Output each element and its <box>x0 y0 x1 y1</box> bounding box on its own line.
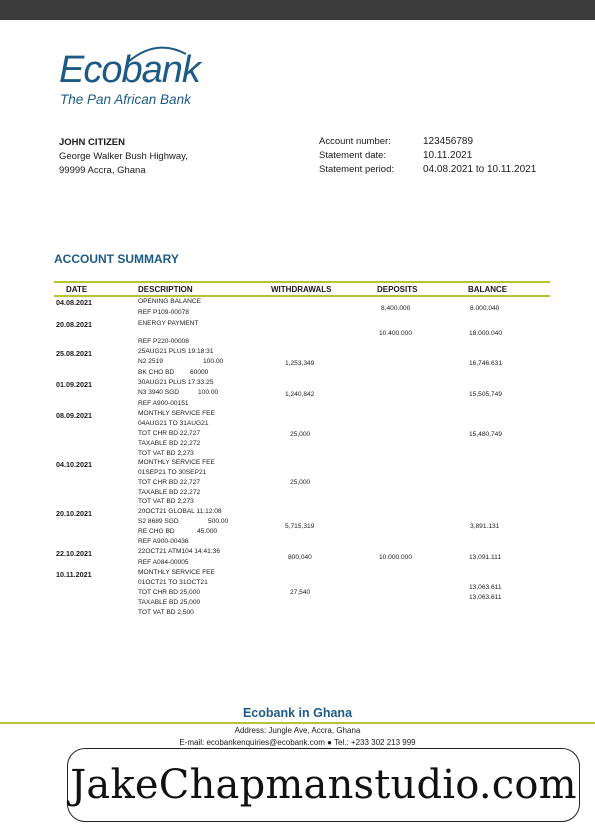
row-balance: 16,746.631 <box>469 360 503 367</box>
ecobank-logo <box>59 50 200 107</box>
row-description-amount: 45.000 <box>197 528 218 535</box>
row-description: N3 3940 SGD <box>138 389 180 396</box>
header-description: DESCRIPTION <box>138 285 193 294</box>
row-withdrawal: 27,540 <box>290 589 311 596</box>
statement-period-label: Statement period: <box>319 164 394 175</box>
row-description: MONTHLY SERVICE FEE <box>138 410 215 417</box>
row-deposit: 8,400.000 <box>381 305 411 312</box>
row-description: REF P109-00078 <box>138 309 189 316</box>
row-description: 01SEP21 TO 30SEP21 <box>138 469 207 476</box>
row-description: 04AUG21 TO 31AUG21 <box>138 420 209 427</box>
row-description: MONTHLY SERVICE FEE <box>138 459 215 466</box>
statement-period-value: 04.08.2021 to 10.11.2021 <box>423 164 537 175</box>
row-description: REF P220-00008 <box>138 338 189 345</box>
row-date: 08.09.2021 <box>56 411 92 420</box>
header-date: DATE <box>66 285 88 294</box>
row-date: 04.10.2021 <box>56 460 92 469</box>
row-withdrawal: 25,000 <box>290 431 311 438</box>
row-description: RE CHG BD <box>138 528 175 535</box>
account-number-row <box>319 135 536 149</box>
row-description: TAXABLE BD 22,272 <box>138 489 201 496</box>
row-description-amount: 100.00 <box>198 389 219 396</box>
row-description: 01OCT21 TO 31OCT21 <box>138 579 208 586</box>
row-date: 04.08.2021 <box>56 298 92 307</box>
row-description: TAXABLE BD 22,272 <box>138 440 201 447</box>
row-date: 22.10.2021 <box>56 549 92 558</box>
row-description: REF A084-00005 <box>138 559 189 566</box>
row-description: MONTHLY SERVICE FEE <box>138 569 215 576</box>
watermark-box <box>67 748 580 822</box>
row-balance: 18.000.040 <box>469 330 503 337</box>
row-description: OPENING BALANCE <box>138 298 202 305</box>
row-description-amount: 100.00 <box>203 358 224 365</box>
row-description: TAXABLE BD 25,000 <box>138 599 201 606</box>
account-number-value: 123456789 <box>423 136 474 147</box>
top-bar <box>0 0 595 20</box>
customer-name: JOHN CITIZEN <box>59 137 125 148</box>
footer-address: Address: Jungle Ave, Accra, Ghana <box>234 726 361 735</box>
row-withdrawal: 1,240,842 <box>285 391 315 398</box>
table-top-rule <box>54 281 550 283</box>
footer-address-block <box>0 725 595 749</box>
logo-wordmark <box>59 50 200 90</box>
customer-address-line2: 99999 Accra, Ghana <box>59 165 146 176</box>
account-summary-title: ACCOUNT SUMMARY <box>54 252 179 266</box>
row-balance: 3,891.131 <box>470 523 500 530</box>
logo-tagline: The Pan African Bank <box>60 92 191 107</box>
footer-title: Ecobank in Ghana <box>242 706 353 720</box>
account-number-label: Account number: <box>319 136 391 147</box>
row-deposit: 10.400.000 <box>379 330 413 337</box>
row-balance: 8.000.040 <box>470 305 500 312</box>
account-info <box>319 135 536 177</box>
row-balance: 13,063.611 <box>469 584 502 591</box>
watermark-text: JakeChapmanstudio.com <box>70 762 577 808</box>
row-date: 25.08.2021 <box>56 349 92 358</box>
row-description: ENERGY PAYMENT <box>138 320 199 327</box>
customer-block <box>59 136 188 178</box>
row-withdrawal: 1,253,349 <box>285 360 315 367</box>
logo-word: Ecobank <box>59 49 200 91</box>
row-description: TOT CHR BD 22,727 <box>138 479 201 486</box>
row-description-amount: 500.00 <box>208 518 229 525</box>
row-description: S2 8689 SGD <box>138 518 179 525</box>
statement-date-value: 10.11.2021 <box>423 150 473 161</box>
customer-address-line1: George Walker Bush Highway, <box>59 151 188 162</box>
row-description: 20OCT21 GLOBAL 11:12:08 <box>138 508 222 515</box>
row-deposit: 10.000.000 <box>379 554 413 561</box>
row-balance: 13,063.611 <box>469 594 502 601</box>
row-description: TOT VAT BD 2,273 <box>138 498 194 505</box>
statement-date-label: Statement date: <box>319 150 387 161</box>
row-description: REF A900-00436 <box>138 538 189 545</box>
row-description: REF A900-00151 <box>138 400 189 407</box>
row-withdrawal: 800,040 <box>288 554 312 561</box>
row-withdrawal: 25,000 <box>290 479 311 486</box>
row-description: 25AUG21 PLUS 19:18:31 <box>138 348 214 355</box>
row-balance: 15,480,749 <box>469 431 503 438</box>
row-date: 20.08.2021 <box>56 320 92 329</box>
header-balance: BALANCE <box>468 285 508 294</box>
footer-rule <box>0 722 595 724</box>
row-description: 30AUG21 PLUS 17:33:25 <box>138 379 214 386</box>
row-description: TOT VAT BD 2,500 <box>138 609 194 616</box>
table-header-rule <box>54 295 550 297</box>
row-description: TOT VAT BD 2,273 <box>138 450 194 457</box>
row-date: 20.10.2021 <box>56 509 92 518</box>
row-description: 22OCT21 ATM104 14:41:36 <box>138 548 220 555</box>
header-deposits: DEPOSITS <box>377 285 418 294</box>
row-description: N2 2519 <box>138 358 163 365</box>
row-balance: 13,091.111 <box>469 554 502 561</box>
statement-date-row <box>319 149 536 163</box>
logo-arc-icon <box>126 44 188 64</box>
row-date: 01.09.2021 <box>56 380 92 389</box>
statement-period-row <box>319 163 536 177</box>
header-withdrawals: WITHDRAWALS <box>271 285 332 294</box>
row-description: TOT CHR BD 25,000 <box>138 589 201 596</box>
row-balance: 15,505,749 <box>469 391 503 398</box>
row-description: BK CHO BD <box>138 369 175 376</box>
footer-contact: E-mail: ecobankenquiries@ecobank.com ● Tel.: +233 302 213 999 <box>179 738 416 747</box>
row-description: TOT CHR BD 22,727 <box>138 430 201 437</box>
row-date: 10.11.2021 <box>56 570 92 579</box>
row-description-amount: 60000 <box>190 369 209 376</box>
row-withdrawal: 5,715,319 <box>285 523 315 530</box>
